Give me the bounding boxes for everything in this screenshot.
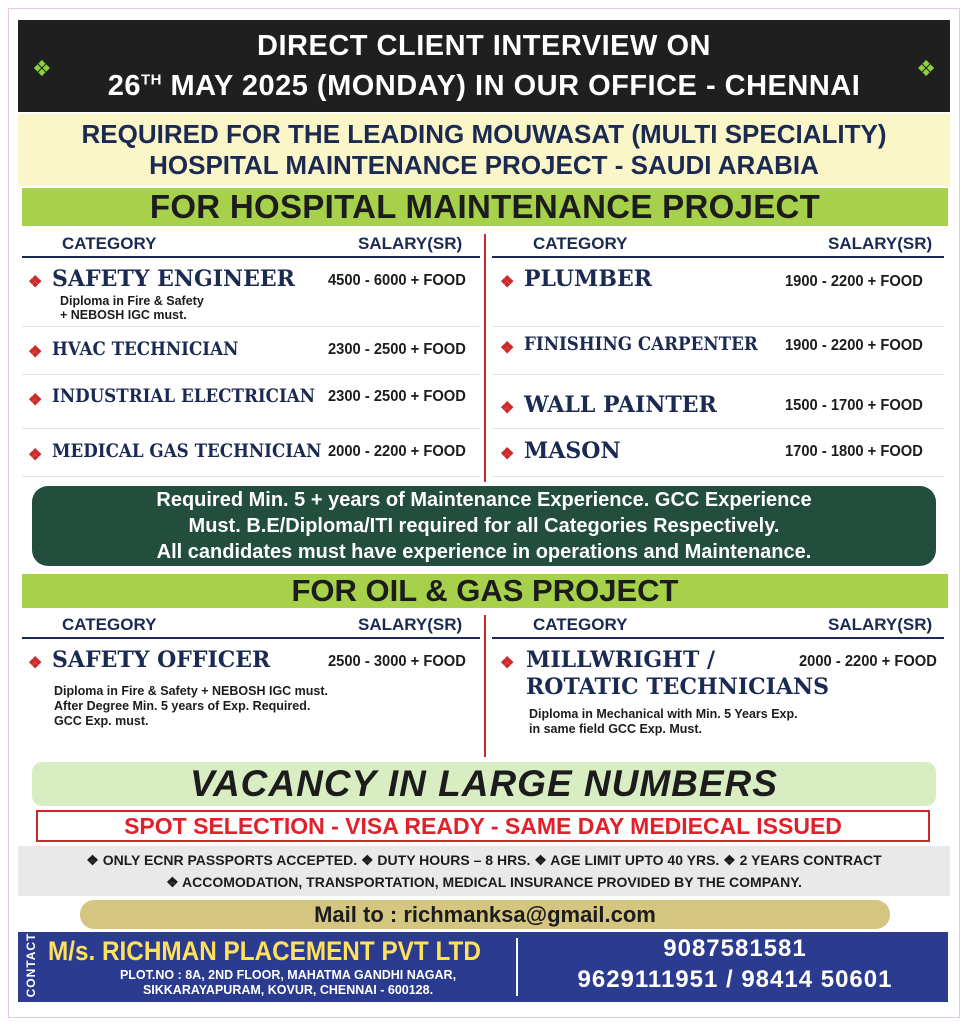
row-divider (492, 326, 944, 327)
contact-panel (18, 932, 948, 1002)
job-salary: 2000 - 2200 + FOOD (799, 653, 937, 670)
job-note: After Degree Min. 5 years of Exp. Required. (54, 699, 311, 713)
bullet-icon: ❖ (28, 447, 43, 464)
bullet-icon: ❖ (28, 655, 43, 672)
job-salary: 1900 - 2200 + FOOD (785, 337, 923, 354)
requirement-text-line: Must. B.E/Diploma/ITI required for all Categories Respectively. (188, 515, 780, 537)
requirement-text-line: Required Min. 5 + years of Maintenance Experience. GCC Experience (156, 489, 812, 511)
banner-day-suffix: TH (140, 71, 162, 89)
interview-banner (18, 20, 950, 112)
salary-header: SALARY(SR) (358, 234, 463, 253)
job-note: in same field GCC Exp. Must. (529, 722, 702, 736)
job-salary: 4500 - 6000 + FOOD (328, 272, 466, 289)
requirement-text-line: All candidates must have experience in operations and Maintenance. (156, 541, 812, 563)
bullet-icon: ❖ (500, 274, 515, 291)
conditions-band (18, 846, 950, 896)
job-note: Diploma in Fire & Safety + NEBOSH IGC must. (54, 684, 329, 698)
job-title: PLUMBER (524, 266, 652, 292)
category-header: CATEGORY (533, 234, 628, 253)
bullet-icon: ❖ (28, 392, 43, 409)
conditions-line: ❖ ONLY ECNR PASSPORTS ACCEPTED. ❖ DUTY HOURS – 8 HRS. ❖ AGE LIMIT UPTO 40 YRS. ❖ 2 YEARS CONTRACT (86, 852, 882, 868)
bullet-icon: ❖ (500, 655, 515, 672)
bullet-icon: ❖ (500, 446, 515, 463)
job-note: Diploma in Mechanical with Min. 5 Years Exp. (529, 707, 798, 721)
contact-label (20, 932, 42, 1002)
phone-numbers[interactable]: 9629111951 / 98414 50601 (577, 966, 893, 993)
banner-day: 26 (107, 70, 141, 102)
job-title: SAFETY ENGINEER (52, 266, 295, 292)
job-title: ROTATIC TECHNICIANS (526, 674, 830, 700)
job-title: INDUSTRIAL ELECTRICIAN (52, 385, 316, 407)
bullet-icon: ❖ (28, 344, 43, 361)
row-divider (492, 374, 944, 375)
header-rule (22, 637, 480, 639)
job-title: MEDICAL GAS TECHNICIAN (52, 440, 322, 462)
salary-header: SALARY(SR) (828, 615, 933, 634)
bullet-icon: ❖ (500, 400, 515, 417)
banner-date-rest: MAY 2025 (MONDAY) IN OUR OFFICE - CHENNAI (161, 70, 861, 102)
job-salary: 2500 - 3000 + FOOD (328, 653, 466, 670)
job-salary: 1700 - 1800 + FOOD (785, 443, 923, 460)
diamond-icon: ❖ (916, 56, 936, 81)
salary-header: SALARY(SR) (358, 615, 463, 634)
job-note: Diploma in Fire & Safety + NEBOSH IGC must. (60, 294, 204, 322)
mail-to-email[interactable]: Mail to : richmanksa@gmail.com (80, 900, 890, 929)
banner-line-1: DIRECT CLIENT INTERVIEW ON (257, 30, 711, 62)
job-salary: 2000 - 2200 + FOOD (328, 443, 466, 460)
contact-label-text: CONTACT (24, 932, 38, 998)
job-title: MILLWRIGHT / (526, 647, 716, 673)
salary-header: SALARY(SR) (828, 234, 933, 253)
company-address (78, 968, 498, 998)
header-rule (492, 637, 944, 639)
row-divider (492, 428, 944, 429)
job-salary: 2300 - 2500 + FOOD (328, 341, 466, 358)
bullet-icon: ❖ (500, 340, 515, 357)
job-salary: 1500 - 1700 + FOOD (785, 397, 923, 414)
category-header: CATEGORY (533, 615, 628, 634)
job-title: WALL PAINTER (524, 392, 717, 418)
job-salary: 1900 - 2200 + FOOD (785, 273, 923, 290)
diamond-icon: ❖ (32, 56, 52, 81)
header-rule (492, 256, 944, 258)
job-note: GCC Exp. must. (54, 714, 149, 728)
company-name: M/s. RICHMAN PLACEMENT PVT LTD (48, 936, 481, 966)
job-title: FINISHING CARPENTER (524, 333, 758, 355)
spot-selection-banner: SPOT SELECTION - VISA READY - SAME DAY MEDIECAL ISSUED (36, 810, 930, 842)
phone-number[interactable]: 9087581581 (663, 935, 807, 962)
category-header: CATEGORY (62, 234, 157, 253)
row-divider (22, 428, 480, 429)
experience-requirements-box (32, 486, 936, 566)
requirement-line-2: HOSPITAL MAINTENANCE PROJECT - SAUDI ARABIA (149, 150, 819, 180)
requirement-band (18, 114, 950, 186)
bullet-icon: ❖ (28, 274, 43, 291)
header-rule (22, 256, 480, 258)
vacancy-banner: VACANCY IN LARGE NUMBERS (32, 762, 936, 806)
job-title: HVAC TECHNICIAN (52, 338, 239, 360)
row-divider (492, 476, 944, 477)
contact-divider (516, 938, 518, 996)
oil-gas-section-title: FOR OIL & GAS PROJECT (22, 574, 948, 608)
conditions-line: ❖ ACCOMODATION, TRANSPORTATION, MEDICAL INSURANCE PROVIDED BY THE COMPANY. (166, 874, 802, 890)
category-header: CATEGORY (62, 615, 157, 634)
banner-line-2 (18, 70, 950, 103)
column-divider (484, 234, 486, 482)
row-divider (22, 326, 480, 327)
hospital-section-title: FOR HOSPITAL MAINTENANCE PROJECT (22, 188, 948, 226)
row-divider (22, 374, 480, 375)
address-line: PLOT.NO : 8A, 2ND FLOOR, MAHATMA GANDHI NAGAR, (119, 968, 457, 982)
address-line: SIKKARAYAPURAM, KOVUR, CHENNAI - 600128. (142, 983, 434, 997)
requirement-line-1: REQUIRED FOR THE LEADING MOUWASAT (MULTI SPECIALITY) (81, 119, 887, 149)
job-title: MASON (524, 438, 621, 464)
column-divider (484, 615, 486, 757)
job-title: SAFETY OFFICER (52, 647, 271, 673)
job-salary: 2300 - 2500 + FOOD (328, 388, 466, 405)
row-divider (22, 476, 480, 477)
